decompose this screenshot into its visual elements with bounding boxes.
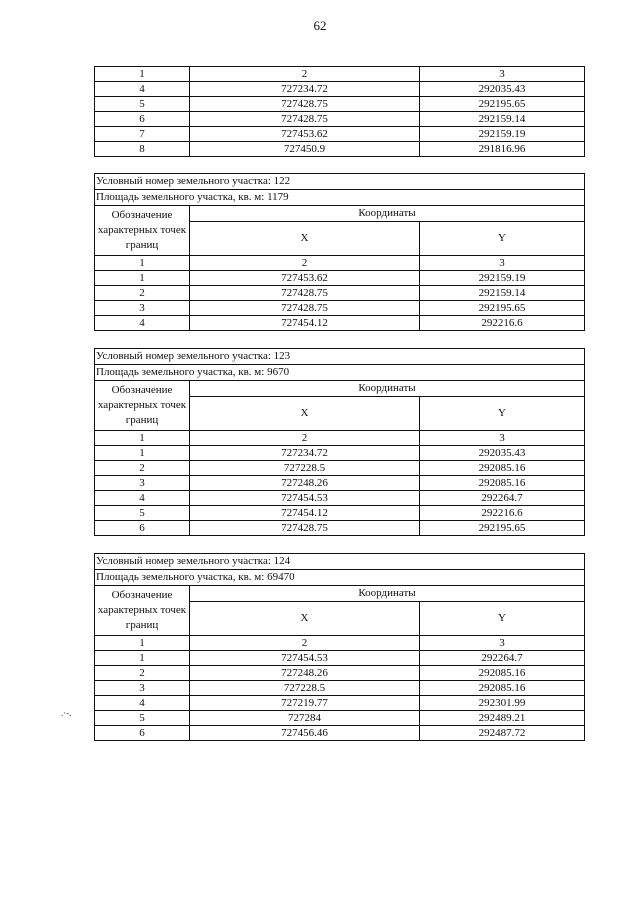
table-row <box>95 711 585 726</box>
coord-x: 727234.72 <box>190 82 420 97</box>
header-cell-number: 1 <box>95 636 190 651</box>
coordinates-header: Координаты <box>190 206 585 222</box>
coord-x: 727450.9 <box>190 142 420 157</box>
point-number: 1 <box>95 446 190 461</box>
header-cell-y: 3 <box>420 636 585 651</box>
point-number: 2 <box>95 666 190 681</box>
header-cell-number: 1 <box>95 431 190 446</box>
coord-x: 727428.75 <box>190 97 420 112</box>
table-row <box>95 461 585 476</box>
plot-area-line: Площадь земельного участка, кв. м: 9670 <box>95 365 585 381</box>
coord-y: 292264.7 <box>420 491 585 506</box>
header-cell-y: 3 <box>420 431 585 446</box>
coord-y: 292035.43 <box>420 82 585 97</box>
coord-y: 292159.14 <box>420 286 585 301</box>
coord-y: 292159.14 <box>420 112 585 127</box>
coord-y: 292085.16 <box>420 461 585 476</box>
point-number: 4 <box>95 316 190 331</box>
coord-x: 727428.75 <box>190 112 420 127</box>
table-header-row <box>95 256 585 271</box>
point-number: 6 <box>95 726 190 741</box>
header-cell-x: 2 <box>190 67 420 82</box>
x-axis-header: X <box>190 221 420 255</box>
table-row <box>95 301 585 316</box>
coord-y: 292489.21 <box>420 711 585 726</box>
plot-number-line: Условный номер земельного участка: 122 <box>95 174 585 190</box>
point-number: 6 <box>95 112 190 127</box>
continuation-table <box>94 66 585 157</box>
plot-table-122 <box>94 173 585 331</box>
table-row <box>95 142 585 157</box>
point-number: 5 <box>95 711 190 726</box>
point-number: 4 <box>95 82 190 97</box>
y-axis-header: Y <box>420 601 585 635</box>
table-row <box>95 476 585 491</box>
point-number: 4 <box>95 696 190 711</box>
coord-x: 727454.12 <box>190 316 420 331</box>
coord-x: 727248.26 <box>190 666 420 681</box>
table-row <box>95 651 585 666</box>
point-number: 1 <box>95 271 190 286</box>
table-row <box>95 127 585 142</box>
header-cell-x: 2 <box>190 256 420 271</box>
point-number: 3 <box>95 476 190 491</box>
point-number: 8 <box>95 142 190 157</box>
coord-x: 727228.5 <box>190 461 420 476</box>
header-cell-x: 2 <box>190 431 420 446</box>
coord-y: 292085.16 <box>420 476 585 491</box>
coord-y: 292195.65 <box>420 97 585 112</box>
coord-x: 727228.5 <box>190 681 420 696</box>
designation-header: Обозначение характерных точек границ <box>95 206 190 256</box>
point-number: 3 <box>95 681 190 696</box>
plot-number-line: Условный номер земельного участка: 123 <box>95 349 585 365</box>
table-row <box>95 112 585 127</box>
coord-x: 727454.53 <box>190 651 420 666</box>
table-row <box>95 446 585 461</box>
coordinates-header: Координаты <box>190 381 585 397</box>
plot-table-124 <box>94 553 585 741</box>
coord-x: 727454.12 <box>190 506 420 521</box>
table-row <box>95 521 585 536</box>
y-axis-header: Y <box>420 396 585 430</box>
x-axis-header: X <box>190 601 420 635</box>
header-cell-y: 3 <box>420 256 585 271</box>
coord-y: 292085.16 <box>420 666 585 681</box>
header-cell-number: 1 <box>95 67 190 82</box>
table-header-row <box>95 636 585 651</box>
coord-x: 727428.75 <box>190 521 420 536</box>
point-number: 4 <box>95 491 190 506</box>
y-axis-header: Y <box>420 221 585 255</box>
coord-y: 292487.72 <box>420 726 585 741</box>
coord-x: 727453.62 <box>190 271 420 286</box>
coord-y: 292035.43 <box>420 446 585 461</box>
plot-table-123 <box>94 348 585 536</box>
table-row <box>95 271 585 286</box>
coord-y: 292159.19 <box>420 271 585 286</box>
table-row <box>95 681 585 696</box>
coord-y: 292195.65 <box>420 301 585 316</box>
coord-x: 727428.75 <box>190 286 420 301</box>
scan-speck: .·-. <box>61 708 72 718</box>
coord-y: 292195.65 <box>420 521 585 536</box>
table-header-row <box>95 67 585 82</box>
point-number: 7 <box>95 127 190 142</box>
x-axis-header: X <box>190 396 420 430</box>
header-cell-x: 2 <box>190 636 420 651</box>
designation-header: Обозначение характерных точек границ <box>95 381 190 431</box>
point-number: 3 <box>95 301 190 316</box>
table-row <box>95 726 585 741</box>
coordinates-header: Координаты <box>190 586 585 602</box>
point-number: 1 <box>95 651 190 666</box>
coord-x: 727428.75 <box>190 301 420 316</box>
coord-y: 292301.99 <box>420 696 585 711</box>
point-number: 5 <box>95 506 190 521</box>
point-number: 5 <box>95 97 190 112</box>
table-row <box>95 286 585 301</box>
table-header-row <box>95 431 585 446</box>
coord-y: 291816.96 <box>420 142 585 157</box>
table-row <box>95 666 585 681</box>
coord-x: 727234.72 <box>190 446 420 461</box>
designation-header: Обозначение характерных точек границ <box>95 586 190 636</box>
coord-x: 727453.62 <box>190 127 420 142</box>
point-number: 2 <box>95 461 190 476</box>
page-number: 62 <box>313 18 327 33</box>
point-number: 2 <box>95 286 190 301</box>
plot-area-line: Площадь земельного участка, кв. м: 69470 <box>95 570 585 586</box>
point-number: 6 <box>95 521 190 536</box>
header-cell-y: 3 <box>420 67 585 82</box>
coord-y: 292085.16 <box>420 681 585 696</box>
coord-x: 727456.46 <box>190 726 420 741</box>
table-row <box>95 316 585 331</box>
table-row <box>95 97 585 112</box>
coord-x: 727454.53 <box>190 491 420 506</box>
coord-x: 727284 <box>190 711 420 726</box>
coord-y: 292216.6 <box>420 316 585 331</box>
plot-number-line: Условный номер земельного участка: 124 <box>95 554 585 570</box>
coord-x: 727248.26 <box>190 476 420 491</box>
coord-y: 292216.6 <box>420 506 585 521</box>
plot-area-line: Площадь земельного участка, кв. м: 1179 <box>95 190 585 206</box>
coord-x: 727219.77 <box>190 696 420 711</box>
table-row <box>95 82 585 97</box>
table-row <box>95 491 585 506</box>
coord-y: 292264.7 <box>420 651 585 666</box>
coord-y: 292159.19 <box>420 127 585 142</box>
table-row <box>95 506 585 521</box>
header-cell-number: 1 <box>95 256 190 271</box>
table-row <box>95 696 585 711</box>
